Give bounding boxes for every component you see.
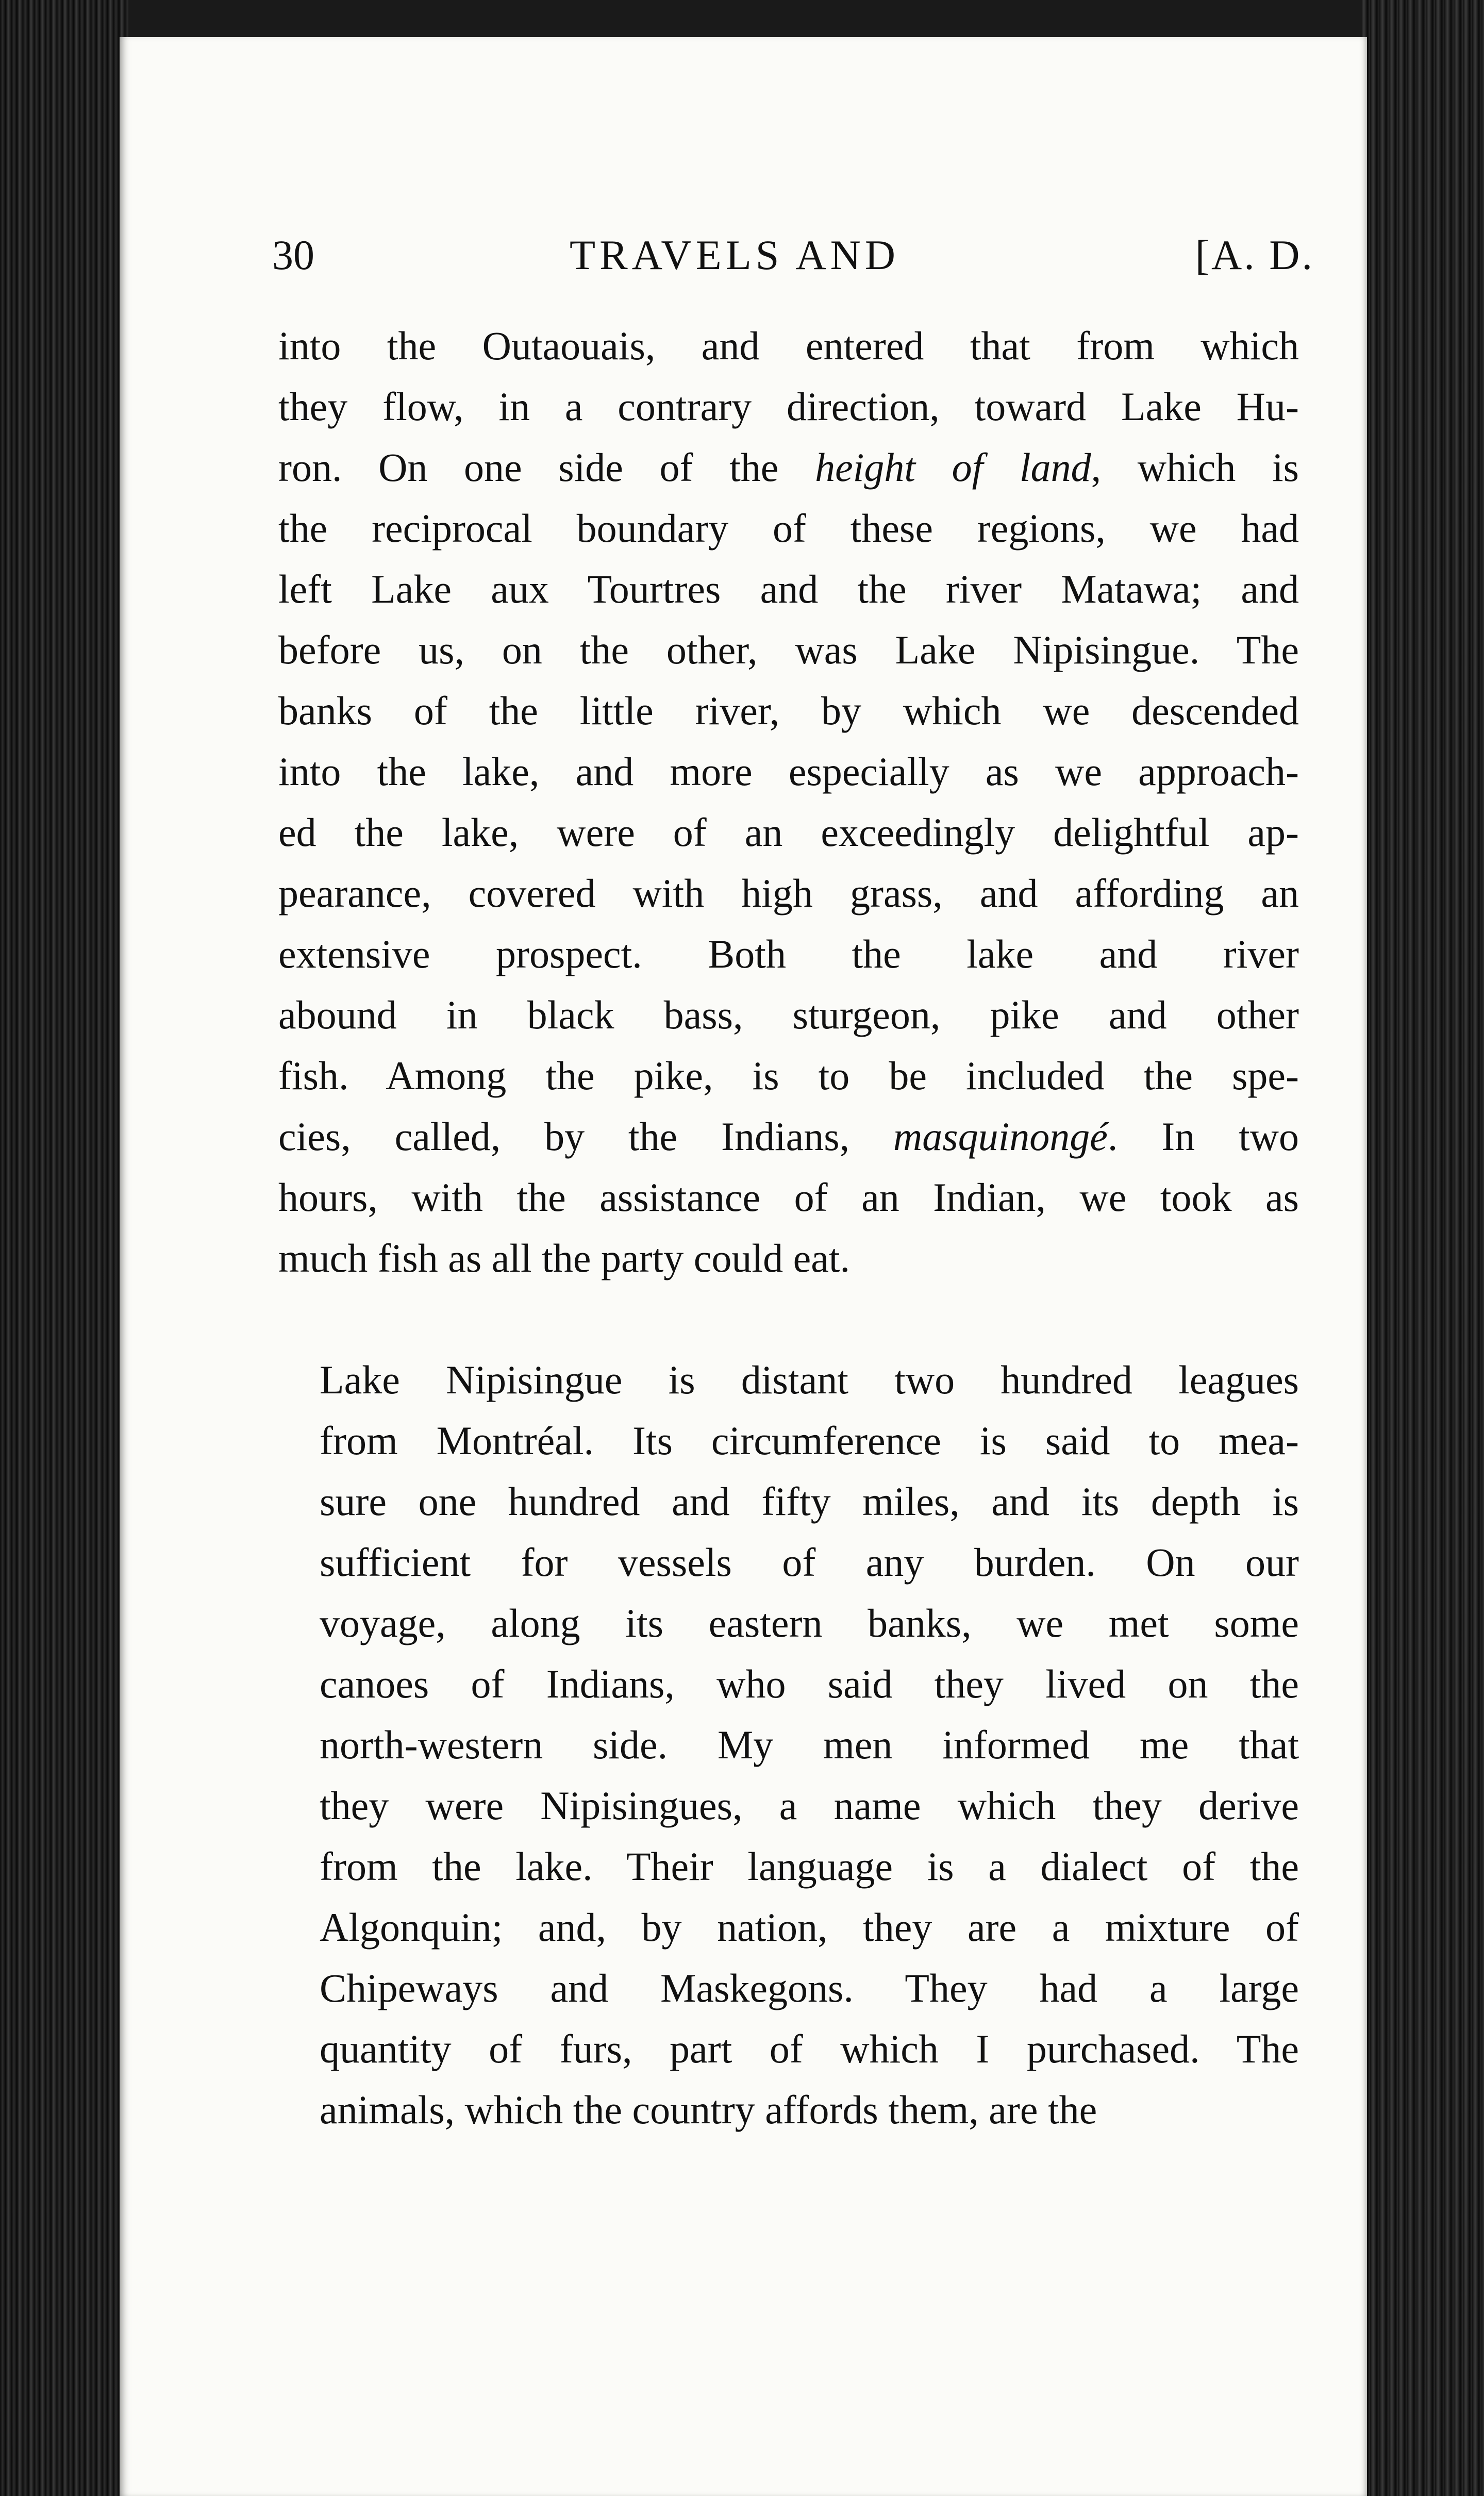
text-line: banks of the little river, by which we descended	[278, 688, 1299, 733]
text-line: they were Nipisingues, a name which they derive	[320, 1783, 1299, 1828]
text-line: quantity of furs, part of which I purchased. The	[320, 2026, 1299, 2071]
text-line: sufficient for vessels of any burden. On our	[320, 1540, 1299, 1585]
text-line: ed the lake, were of an exceedingly delightful ap-	[278, 810, 1299, 855]
text-line: extensive prospect. Both the lake and river	[278, 931, 1299, 976]
book-edge-right	[1361, 0, 1484, 2496]
text-line: pearance, covered with high grass, and affording an	[278, 871, 1299, 916]
text-line: from the lake. Their language is a dialect of the	[320, 1844, 1299, 1889]
running-header	[155, 232, 1314, 278]
text-line	[278, 1106, 1299, 1167]
book-gutter-left	[0, 0, 129, 2496]
text-line: abound in black bass, sturgeon, pike and other	[278, 992, 1299, 1037]
italic-term: height of land	[815, 445, 1091, 490]
text-line: animals, which the country affords them, are the	[320, 2087, 1097, 2132]
text-line: Algonquin; and, by nation, they are a mixture of	[320, 1905, 1299, 1950]
text-fragment: ron. On one side of the	[278, 445, 815, 490]
text-line: canoes of Indians, who said they lived on the	[320, 1661, 1299, 1706]
paragraph	[278, 315, 1299, 1289]
text-line: they flow, in a contrary direction, toward Lake Hu-	[278, 384, 1299, 429]
running-title: TRAVELS AND	[569, 231, 900, 278]
text-line: from Montréal. Its circumference is said to mea-	[320, 1418, 1299, 1463]
text-fragment: cies, called, by the Indians,	[278, 1114, 893, 1159]
text-line: voyage, along its eastern banks, we met some	[320, 1601, 1299, 1645]
text-line: into the Outaouais, and entered that from which	[278, 323, 1299, 368]
text-line: sure one hundred and fifty miles, and its depth is	[320, 1479, 1299, 1524]
text-line: fish. Among the pike, is to be included the spe-	[278, 1053, 1299, 1098]
text-fragment: , which is	[1091, 445, 1299, 490]
page-number: 30	[272, 231, 314, 278]
paragraph	[278, 1350, 1299, 2140]
text-line: the reciprocal boundary of these regions, we had	[278, 506, 1299, 551]
text-line: into the lake, and more especially as we approach-	[278, 749, 1299, 794]
text-line: left Lake aux Tourtres and the river Matawa; and	[278, 567, 1299, 611]
text-line: north-western side. My men informed me that	[320, 1722, 1299, 1767]
text-line: hours, with the assistance of an Indian, we took as	[278, 1175, 1299, 1220]
date-marker: [A. D.	[1195, 231, 1314, 278]
text-line: Chipeways and Maskegons. They had a large	[320, 1966, 1299, 2010]
text-line: before us, on the other, was Lake Nipisingue. The	[278, 627, 1299, 672]
text-line	[278, 437, 1299, 498]
text-fragment: . In two	[1107, 1114, 1299, 1159]
text-line: Lake Nipisingue is distant two hundred leagues	[320, 1357, 1299, 1402]
body-text	[278, 315, 1299, 2140]
italic-term: masquinongé	[893, 1114, 1108, 1159]
text-line: much fish as all the party could eat.	[278, 1236, 850, 1280]
